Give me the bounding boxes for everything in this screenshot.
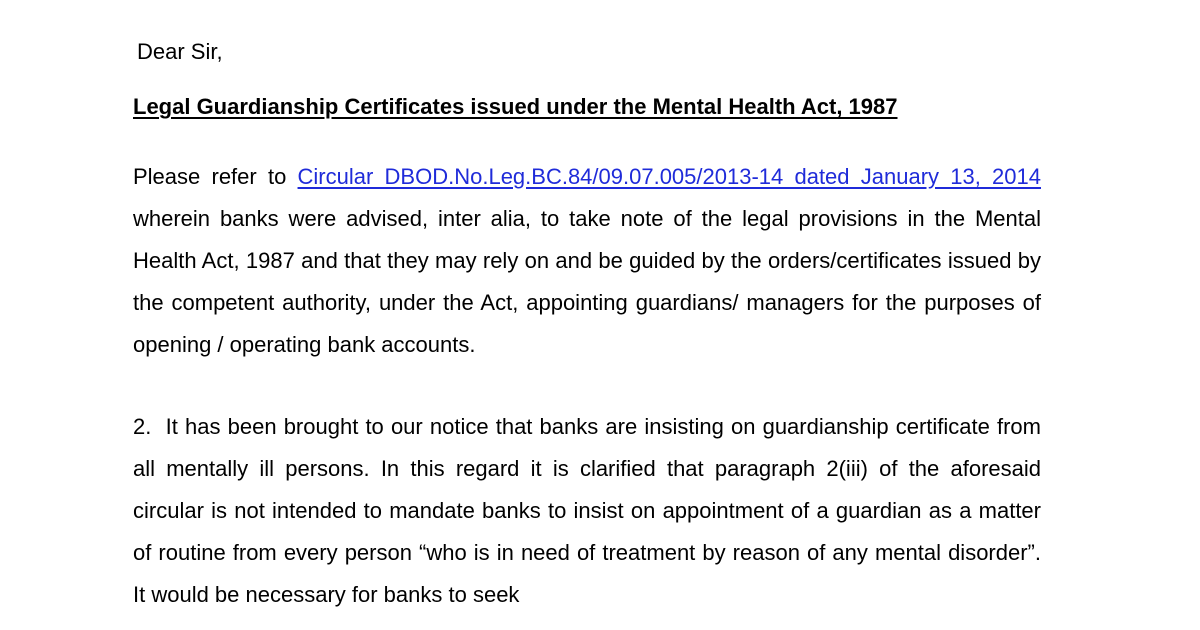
paragraph-1-body: wherein banks were advised, inter alia, to take note of the legal provisions in the Mental Health Act, 1987 and that they may rely on and be guided by the orders/certificates issued by the competent authority, under the Act, appointing guardians/ managers for the purposes of opening / operating bank accounts.: [133, 206, 1041, 357]
paragraph-1: [133, 156, 1041, 366]
circular-link[interactable]: Circular DBOD.No.Leg.BC.84/09.07.005/2013-14 dated January 13, 2014: [297, 164, 1041, 189]
paragraph-1-prefix: Please refer to: [133, 164, 298, 189]
subject-heading: Legal Guardianship Certificates issued under the Mental Health Act, 1987: [133, 94, 898, 119]
salutation: Dear Sir,: [137, 39, 223, 64]
paragraph-2: 2. It has been brought to our notice that banks are insisting on guardianship certificate from all mentally ill persons. In this regard it is clarified that paragraph 2(iii) of the aforesaid circular is not intended to mandate banks to insist on appointment of a guardian as a matter of routine from every person “who is in need of treatment by reason of any mental disorder”. It would be necessary for banks to seek: [133, 414, 1041, 607]
